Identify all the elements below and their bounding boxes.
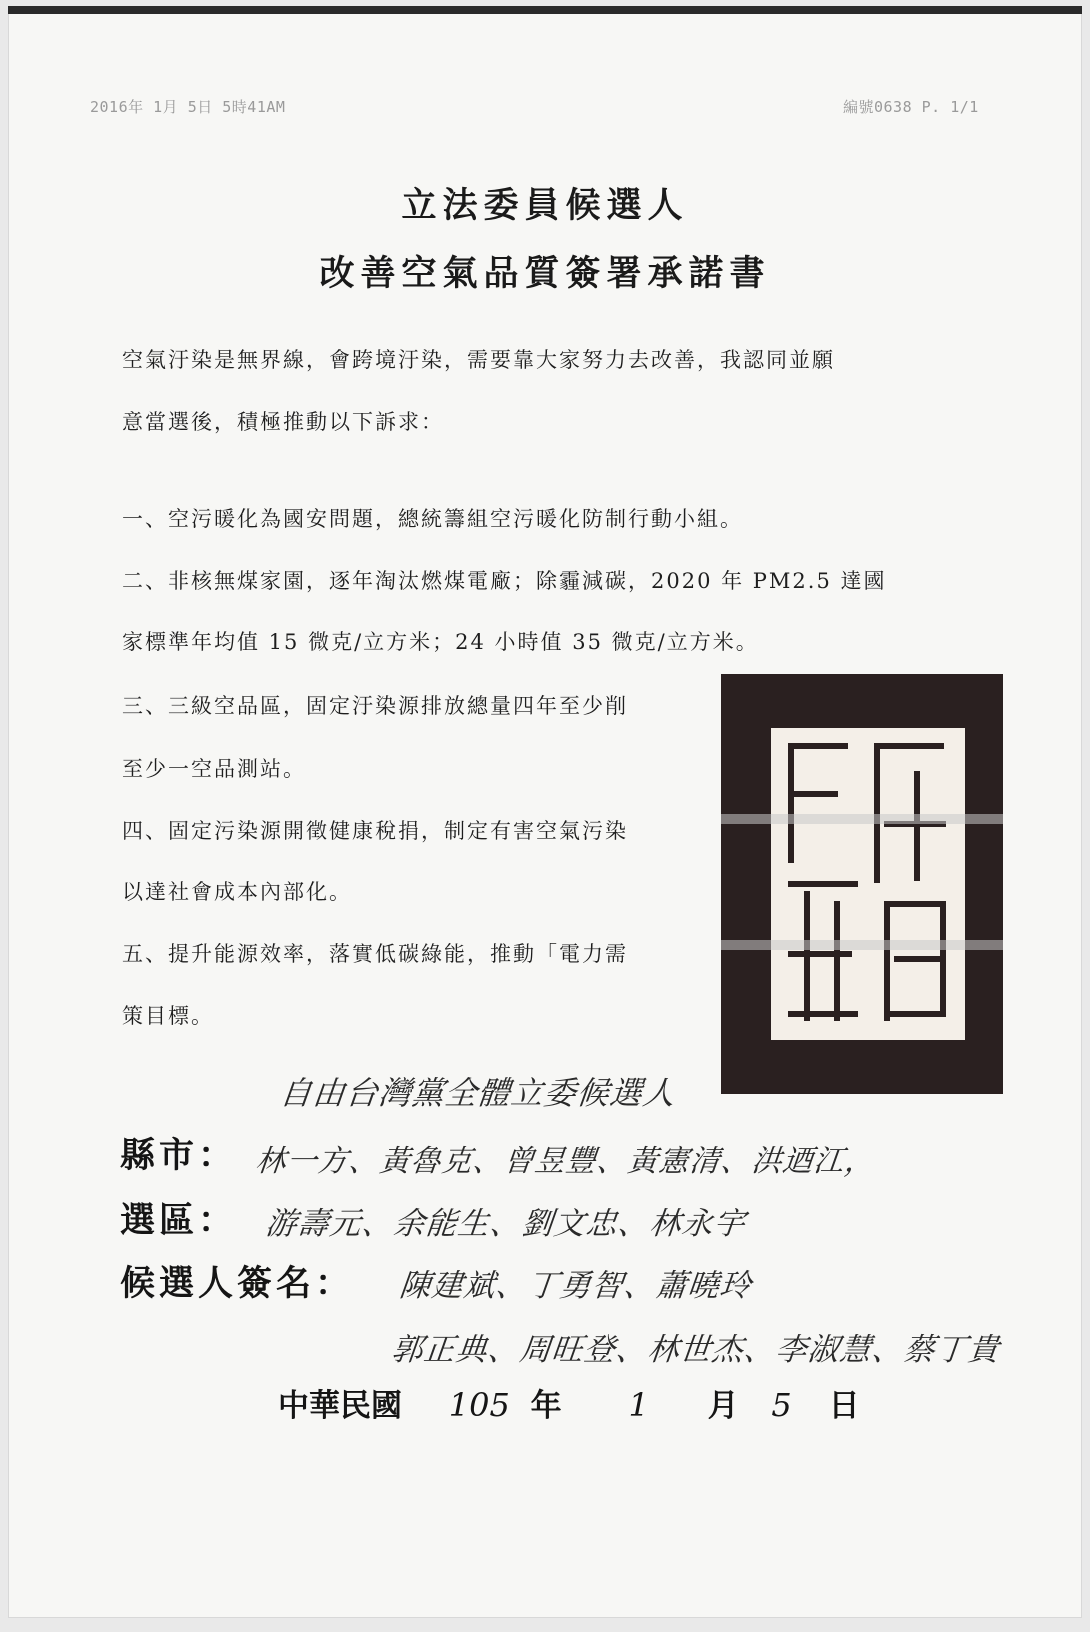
county-candidate-names: 林一方、黃魯克、曾昱豐、黃憲清、洪迺江， [253,1144,878,1179]
demand-item-3-line2: 至少一空品測站。 [122,757,306,781]
scan-streak [721,814,1003,824]
seal-inner-field [771,728,965,1040]
party-handwritten-signature: 自由台灣黨全體立委候選人 [277,1074,678,1112]
demand-item-2-line2: 家標準年均值 15 微克/立方米；24 小時值 35 微克/立方米。 [122,630,759,654]
district-candidate-names: 游壽元、余能生、劉文忠、林永宇 [263,1206,748,1242]
date-year: 105 [448,1386,510,1424]
party-seal-stamp [721,674,1003,1094]
demand-item-5-line1: 五、提升能源效率，落實低碳綠能，推動「電力需 [122,942,628,966]
demand-item-2-line1: 二、非核無煤家園，逐年淘汰燃煤電廠；除霾減碳，2020 年 PM2.5 達國 [122,569,887,593]
county-label: 縣市： [120,1136,238,1176]
date-day: 5 [771,1386,792,1424]
demand-item-4-line1: 四、固定污染源開徵健康稅捐，制定有害空氣污染 [122,819,628,843]
document-page [8,6,1082,1618]
district-label: 選區： [120,1201,238,1241]
signing-date [278,1380,860,1425]
scan-streak [721,940,1003,950]
document-title-line2: 改善空氣品質簽署承諾書 [319,253,771,294]
intro-line2: 意當選後，積極推動以下訴求： [122,410,444,434]
demand-item-3-line1: 三、三級空品區，固定汙染源排放總量四年至少削 [122,694,628,718]
date-month-unit: 月 [707,1388,739,1424]
document-title-line1: 立法委員候選人 [401,185,689,226]
candidate-signature-label: 候選人簽名： [120,1264,355,1304]
scan-top-edge [8,6,1082,14]
demand-item-1: 一、空污暖化為國安問題，總統籌組空污暖化防制行動小組。 [122,507,743,531]
date-day-unit: 日 [828,1388,860,1424]
candidate-names-line2: 郭正典、周旺登、林世杰、李淑慧、蔡丁貴 [389,1332,1002,1368]
fax-timestamp: 2016年 1月 5日 5時41AM [90,98,286,116]
date-year-unit: 年 [530,1388,562,1424]
intro-line1: 空氣汙染是無界線，會跨境汙染，需要靠大家努力去改善，我認同並願 [122,348,835,372]
date-era: 中華民國 [278,1388,402,1424]
date-month: 1 [628,1386,649,1424]
fax-page-number: 編號0638 P. 1/1 [843,98,979,116]
demand-item-5-line2: 策目標。 [122,1004,214,1028]
demand-item-4-line2: 以達社會成本內部化。 [122,880,352,904]
candidate-names-line1: 陳建斌、丁勇智、蕭曉玲 [397,1268,754,1304]
